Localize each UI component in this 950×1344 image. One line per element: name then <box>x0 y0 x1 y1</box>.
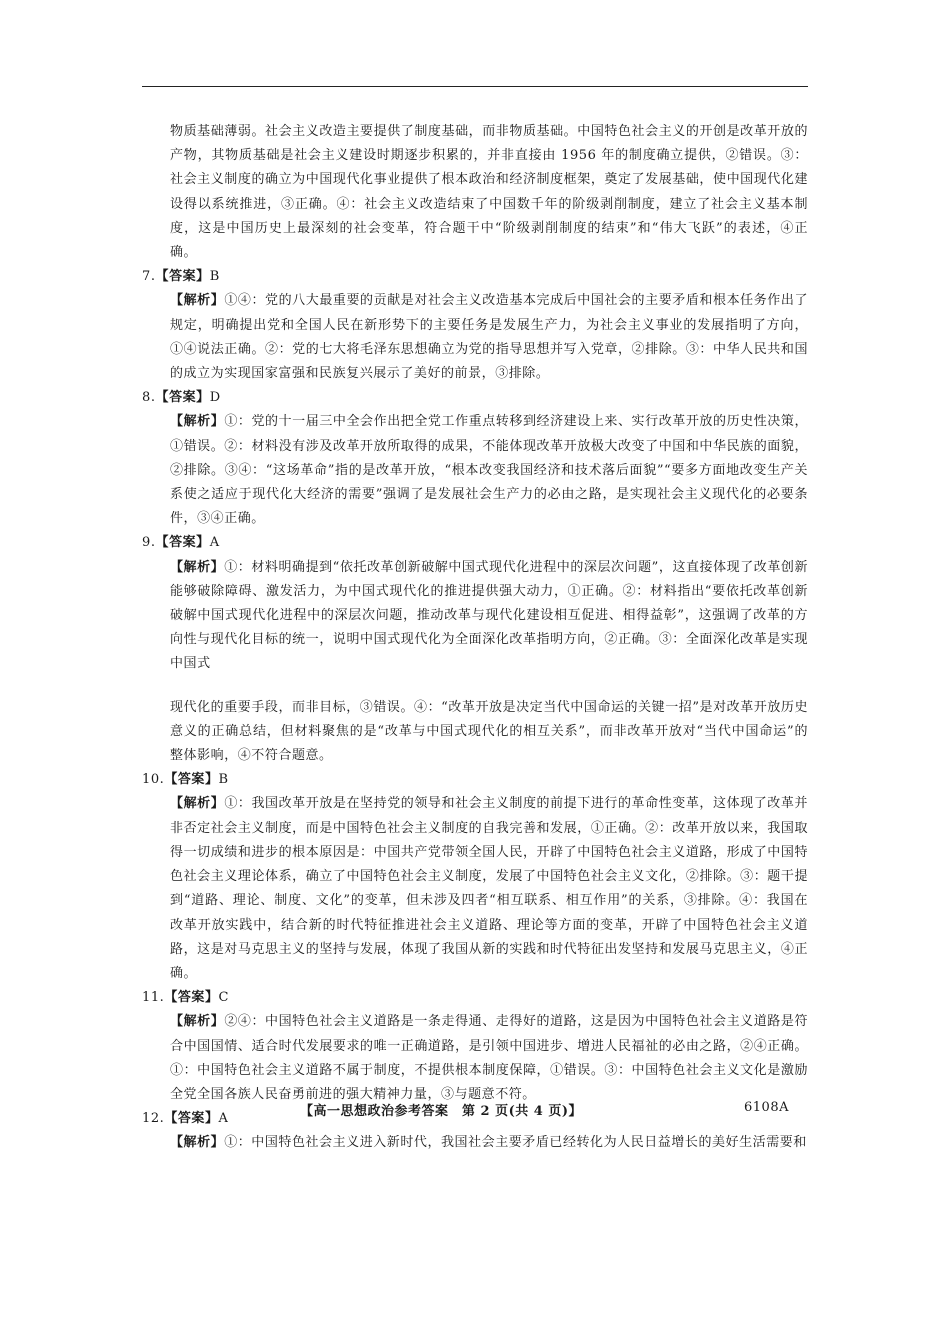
answer-value: C <box>218 990 230 1006</box>
analysis-text: ①：材料明确提到“依托改革创新破解中国式现代化进程中的深层次问题”，这直接体现了改革创新能够破除障碍、激发活力，为中国式现代化的推进提供强大动力，①正确。②：材料指出“要依托改革创新破解中国式现代化进程中的深层次问题，推动改革与现代化建设相互促进、相得益彰”，这强调了改革的方向性与现代化目标的统一，说明中国式现代化为全面深化改革指明方向，②正确。③：全面深化改革是实现中国式 <box>170 559 808 672</box>
question-10 <box>142 768 808 986</box>
answer-value: B <box>209 269 220 285</box>
footer-title: 【高一思想政治参考答案 第 2 页(共 4 页)】 <box>300 1104 582 1119</box>
answer-tag: 【答案】 <box>155 269 210 285</box>
answer-content <box>142 120 808 1156</box>
header-rule <box>142 86 808 87</box>
answer-value: A <box>209 535 220 551</box>
answer-tag: 【答案】 <box>155 535 210 551</box>
analysis-tag: 【解析】 <box>170 796 225 812</box>
question-number: 8. <box>142 390 156 406</box>
question-8 <box>142 386 808 531</box>
answer-value: D <box>209 390 221 406</box>
question-9 <box>142 531 808 768</box>
answer-value: B <box>218 772 229 788</box>
answer-tag: 【答案】 <box>164 990 219 1006</box>
analysis-tag: 【解析】 <box>170 293 225 309</box>
answer-tag: 【答案】 <box>155 390 210 406</box>
footer-code: 6108A <box>744 1100 789 1115</box>
analysis-continued: 现代化的重要手段，而非目标，③错误。④：“改革开放是决定当代中国命运的关键一招”是对改革开放历史意义的正确总结，但材料聚焦的是“改革与中国式现代化的相互关系”，而非改革开放对“当代中国命运”的整体影响，④不符合题意。 <box>170 699 808 764</box>
question-7 <box>142 265 808 386</box>
analysis-text: ①：党的十一届三中全会作出把全党工作重点转移到经济建设上来、实行改革开放的历史性决策，①错误。②：材料没有涉及改革开放所取得的成果，不能体现改革开放极大改变了中国和中华民族的面貌，②排除。③④：“这场革命”指的是改革开放，“根本改变我国经济和技术落后面貌”“要多方面地改变生产关系使之适应于现代化大经济的需要”强调了是发展社会生产力的必由之路，是实现社会主义现代化的必要条件，③④正确。 <box>170 414 809 527</box>
analysis-tag: 【解析】 <box>170 1014 225 1030</box>
section-gap <box>142 677 808 696</box>
question-11 <box>142 986 808 1107</box>
answer-tag: 【答案】 <box>164 772 219 788</box>
question-number: 7. <box>142 269 156 285</box>
analysis-tag: 【解析】 <box>170 559 225 575</box>
continued-analysis: 物质基础薄弱。社会主义改造主要提供了制度基础，而非物质基础。中国特色社会主义的开创是改革开放的产物，其物质基础是社会主义建设时期逐步积累的，并非直接由 1956 年的制度确立提供，②错误。③：社会主义制度的确立为中国现代化事业提供了根本政治和经济制度框架，奠定了发展基础，使中国现代化建设得以系统推进，③正确。④：社会主义改造结束了中国数千年的阶级剥削制度，建立了社会主义基本制度，这是中国历史上最深刻的社会变革，符合题干中“阶级剥削制度的结束”和“伟大飞跃”的表述，④正确。 <box>170 124 808 261</box>
analysis-text: ①：我国改革开放是在坚持党的领导和社会主义制度的前提下进行的革命性变革，这体现了改革并非否定社会主义制度，而是中国特色社会主义制度的自我完善和发展，①正确。②：改革开放以来，我国取得一切成绩和进步的根本原因是：中国共产党带领全国人民，开辟了中国特色社会主义道路，形成了中国特色社会主义理论体系，确立了中国特色社会主义制度，发展了中国特色社会主义文化，②排除。③：题干提到“道路、理论、制度、文化”的变革，但未涉及四者“相互联系、相互作用”的关系，③排除。④：我国在改革开放实践中，结合新的时代特征推进社会主义道路、理论等方面的变革，开辟了中国特色社会主义道路，这是对马克思主义的坚持与发展，体现了我国从新的实践和时代特征出发坚持和发展马克思主义，④正确。 <box>170 796 809 981</box>
answer-tag: 【答案】 <box>164 1111 219 1127</box>
question-number: 9. <box>142 535 156 551</box>
question-number: 11. <box>142 990 165 1006</box>
analysis-text: ①：中国特色社会主义进入新时代，我国社会主要矛盾已经转化为人民日益增长的美好生活需要和 <box>224 1135 807 1151</box>
analysis-tag: 【解析】 <box>170 414 225 430</box>
question-number: 10. <box>142 772 165 788</box>
answer-value: A <box>218 1111 229 1127</box>
question-number: 12. <box>142 1111 165 1127</box>
analysis-text: ②④：中国特色社会主义道路是一条走得通、走得好的道路，这是因为中国特色社会主义道路是符合中国国情、适合时代发展要求的唯一正确道路，是引领中国进步、增进人民福祉的必由之路，②④正确。①：中国特色社会主义道路不属于制度，不提供根本制度保障，①错误。③：中国特色社会主义文化是激励全党全国各族人民奋勇前进的强大精神力量，③与题意不符。 <box>170 1014 809 1102</box>
analysis-text: ①④：党的八大最重要的贡献是对社会主义改造基本完成后中国社会的主要矛盾和根本任务作出了规定，明确提出党和全国人民在新形势下的主要任务是发展生产力，为社会主义事业的发展指明了方向，①④说法正确。②：党的七大将毛泽东思想确立为党的指导思想并写入党章，②排除。③：中华人民共和国的成立为实现国家富强和民族复兴展示了美好的前景，③排除。 <box>170 293 809 382</box>
analysis-tag: 【解析】 <box>170 1135 225 1151</box>
